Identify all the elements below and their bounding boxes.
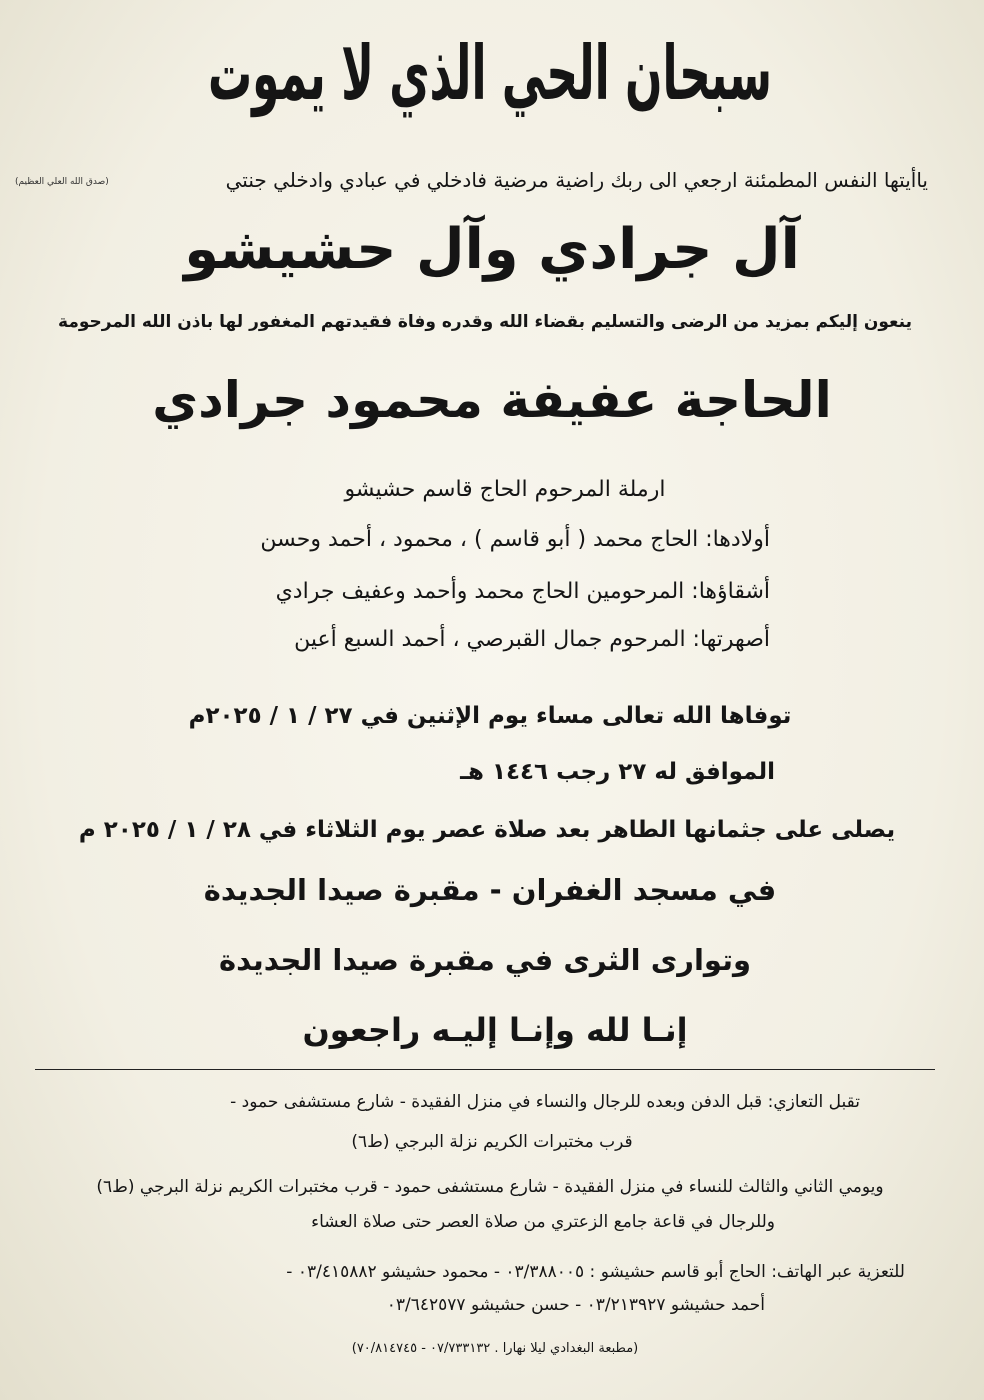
condolences-line-4: وللرجال في قاعة جامع الزعتري من صلاة العصر حتى صلاة العشاء: [311, 1212, 775, 1232]
deceased-name: الحاجة عفيفة محمود جرادي: [152, 371, 832, 429]
verse-attribution: (صدق الله العلي العظيم): [15, 177, 109, 187]
quran-verse: ياأيتها النفس المطمئنة ارجعي الى ربك راضية مرضية فادخلي في عبادي وادخلي جنتي: [225, 168, 928, 192]
funeral-prayer-line: يصلى على جثمانها الطاهر بعد صلاة عصر يوم الثلاثاء في ٢٨ / ١ / ٢٠٢٥ م: [78, 817, 896, 843]
mosque-line: في مسجد الغفران - مقبرة صيدا الجديدة: [203, 873, 777, 907]
burial-line: وتوارى الثرى في مقبرة صيدا الجديدة: [218, 943, 752, 977]
calligraphy-header: سبحان الحي الذي لا يموت: [207, 30, 773, 118]
families-title: آل جرادي وآل حشيشو: [184, 217, 800, 282]
in-laws-line: أصهرتها: المرحوم جمال القبرصي ، أحمد السبع أعين: [294, 627, 770, 652]
widow-of-line: ارملة المرحوم الحاج قاسم حشيشو: [344, 477, 666, 502]
phone-condolences-line-2: أحمد حشيشو ٠٣/٢١٣٩٢٧ - حسن حشيشو ٠٣/٦٤٢٥٧٧: [386, 1295, 765, 1315]
printer-credit: (مطبعة البغدادي ليلا نهارا . ٠٧/٧٣٣١٣٢ - ٧٠/٨١٤٧٤٥): [351, 1341, 639, 1356]
siblings-line: أشقاؤها: المرحومين الحاج محمد وأحمد وعفيف جرادي: [275, 579, 770, 604]
death-date-line: توفاها الله تعالى مساء يوم الإثنين في ٢٧ / ١ / ٢٠٢٥م: [188, 703, 792, 729]
condolences-line-1: تقبل التعازي: قبل الدفن وبعده للرجال والنساء في منزل الفقيدة - شارع مستشفى حمود -: [230, 1092, 860, 1112]
hijri-date-line: الموافق له ٢٧ رجب ١٤٤٦ هـ: [460, 759, 775, 785]
condolences-line-2: قرب مختبرات الكريم نزلة البرجي (ط٦): [351, 1132, 633, 1152]
condolences-line-3: ويومي الثاني والثالث للنساء في منزل الفقيدة - شارع مستشفى حمود - قرب مختبرات الكريم نزلة البرجي (ط٦): [96, 1177, 884, 1197]
phone-condolences-line-1: للتعزية عبر الهاتف: الحاج أبو قاسم حشيشو : ٠٣/٣٨٨٠٠٥ - محمود حشيشو ٠٣/٤١٥٨٨٢ -: [286, 1262, 905, 1282]
announcement-text: ينعون إليكم بمزيد من الرضى والتسليم بقضاء الله وقدره وفاة فقيدتهم المغفور لها باذن الله المرحومة: [58, 312, 912, 332]
closing-verse: إنـا لله وإنـا إليـه راجعون: [302, 1011, 688, 1049]
divider-line: [35, 1069, 935, 1070]
children-line: أولادها: الحاج محمد ( أبو قاسم ) ، محمود ، أحمد وحسن: [260, 527, 770, 552]
